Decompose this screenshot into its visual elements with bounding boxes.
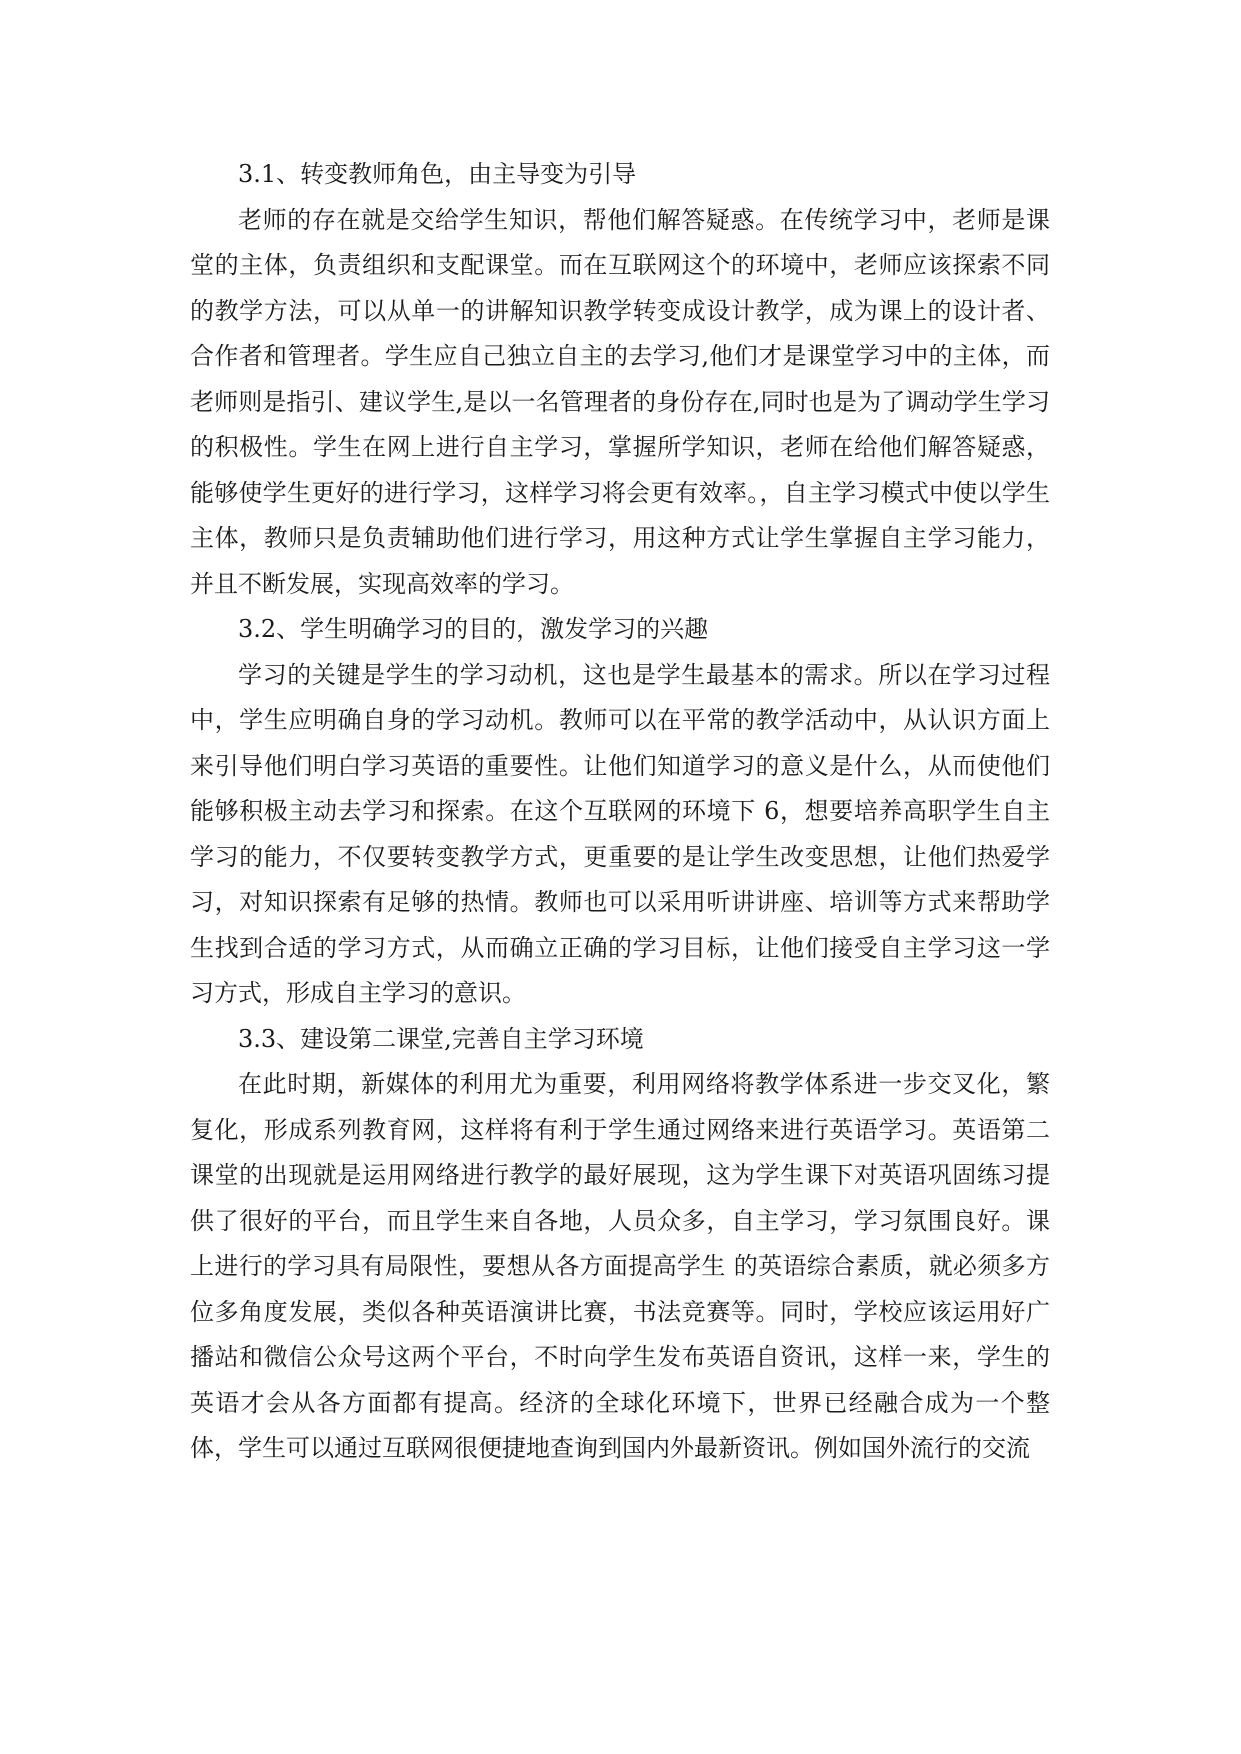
section-paragraph-3-3: 在此时期，新媒体的利用尤为重要，利用网络将教学体系进一步交叉化，繁复化，形成系列教育网，这样将有利于学生通过网络来进行英语学习。英语第二课堂的出现就是运用网络进行教学的最好展现，这为学生课下对英语巩固练习提供了很好的平台，而且学生来自各地，人员众多，自主学习，学习氛围良好。课上进行的学习具有局限性，要想从各方面提高学生 的英语综合素质，就必须多方位多角度发展，类似各种英语演讲比赛，书法竞赛等。同时，学校应该运用好广播站和微信公众号这两个平台，不时向学生发布英语自资讯，这样一来，学生的英语才会从各方面都有提高。经济的全球化环境下，世界已经融合成为一个整体，学生可以通过互联网很便捷地查询到国内外最新资讯。例如国外流行的交流 — [190, 1070, 1050, 1462]
section-paragraph-3-1: 老师的存在就是交给学生知识，帮他们解答疑惑。在传统学习中，老师是课堂的主体，负责组织和支配课堂。而在互联网这个的环境中，老师应该探索不同的教学方法，可以从单一的讲解知识教学转变成设计教学，成为课上的设计者、合作者和管理者。学生应自己独立自主的去学习,他们才是课堂学习中的主体，而老师则是指引、建议学生,是以一名管理者的身份存在,同时也是为了调动学生学习的积极性。学生在网上进行自主学习，掌握所学知识，老师在给他们解答疑惑，能够使学生更好的进行学习，这样学习将会更有效率。，自主学习模式中使以学生主体，教师只是负责辅助他们进行学习，用这种方式让学生掌握自主学习能力，并且不断发展，实现高效率的学习。 — [190, 205, 1050, 598]
section-heading-3-2: 3.2、学生明确学习的目的，激发学习的兴趣 — [238, 615, 709, 643]
section-paragraph-3-2: 学习的关键是学生的学习动机，这也是学生最基本的需求。所以在学习过程中，学生应明确自身的学习动机。教师可以在平常的教学活动中，从认识方面上来引导他们明白学习英语的重要性。让他们知道学习的意义是什么，从而使他们能够积极主动去学习和探索。在这个互联网的环境下 6，想要培养高职学生自主学习的能力，不仅要转变教学方式，更重要的是让学生改变思想，让他们热爱学习，对知识探索有足够的热情。教师也可以采用听讲讲座、培训等方式来帮助学生找到合适的学习方式，从而确立正确的学习目标，让他们接受自主学习这一学习方式，形成自主学习的意识。 — [190, 660, 1050, 1007]
document-body — [190, 152, 1050, 1472]
section-heading-3-3: 3.3、建设第二课堂,完善自主学习环境 — [238, 1024, 644, 1053]
section-heading-3-1: 3.1、转变教师角色，由主导变为引导 — [238, 160, 637, 188]
